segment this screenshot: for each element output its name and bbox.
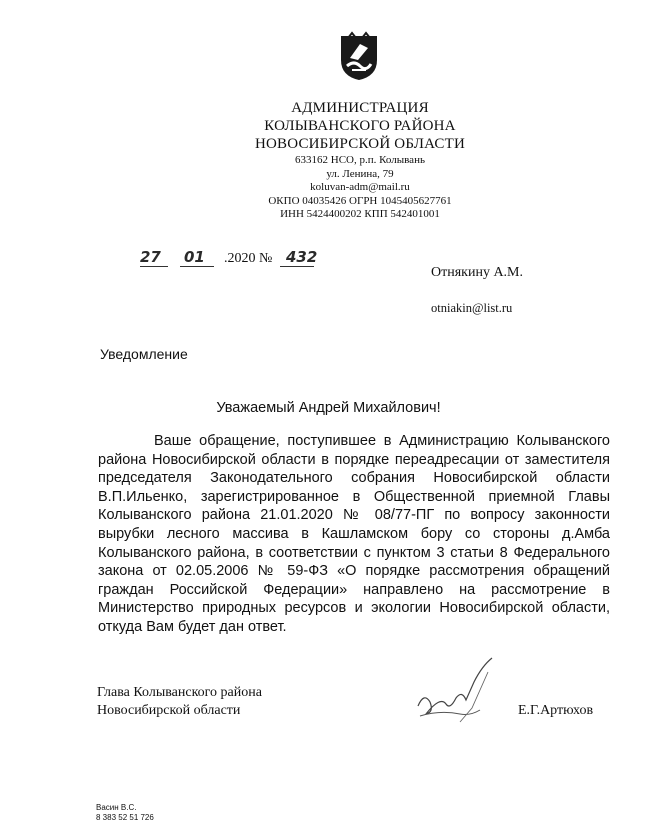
greeting: Уважаемый Андрей Михайлович! [216,400,441,416]
letter-body [98,432,610,637]
registration-day: 27 [140,248,161,266]
org-codes-line2: ИНН 5424400202 КПП 542401001 [280,208,440,220]
org-codes-line1: ОКПО 04035426 ОГРН 1045405627761 [268,195,452,207]
registration-month: 01 [184,248,205,266]
signatory-title-line2: Новосибирской области [97,703,241,718]
registration-line [140,246,340,270]
signatory-title [97,684,262,720]
recipient-email: otniakin@list.ru [431,301,513,315]
org-address-line2: ул. Ленина, 79 [326,168,394,180]
recipient-name: Отнякину А.М. [431,265,524,280]
executor-name: Васин В.С. [96,803,137,812]
signatory-name: Е.Г.Артюхов [518,703,594,718]
day-underline [140,266,168,267]
org-name-line3: НОВОСИБИРСКОЙ ОБЛАСТИ [254,136,466,152]
coat-of-arms-emblem [338,30,380,82]
signatory-title-line1: Глава Колыванского района [97,685,262,700]
document-type: Уведомление [100,346,188,362]
handwritten-signature [400,652,510,732]
org-email: koluvan-adm@mail.ru [310,181,410,193]
org-name-line1: АДМИНИСТРАЦИЯ [291,100,429,116]
executor-phone: 8 383 52 51 726 [96,813,154,822]
registration-number: 432 [286,248,318,266]
number-underline [280,266,314,267]
registration-year: .2020 № [224,251,273,266]
month-underline [180,266,214,267]
letter-body-paragraph: Ваше обращение, поступившее в Администрацию Колыванского района Новосибирской области в порядке переадресации от заместителя председателя Законодательного собрания Новосибирской области В.П.Ильенко, зарегистрированное в Общественной приемной Главы Колыванского района 21.01.2020 № 08/77-ПГ по вопросу законности вырубки лесного массива в Кашламском бору со стороны д.Амба Колыванского района, в соответствии с пунктом 3 статьи 8 Федерального закона от 02.05.2006 № 59-ФЗ «О порядке рассмотрения обращений граждан Российской Федерации» направлено на рассмотрение в Министерство природных ресурсов и экологии Новосибирской области, откуда Вам будет дан ответ. [98,433,610,635]
executor-info [96,803,154,823]
org-address-line1: 633162 НСО, р.п. Колывань [295,154,425,166]
org-name-line2: КОЛЫВАНСКОГО РАЙОНА [264,118,456,134]
